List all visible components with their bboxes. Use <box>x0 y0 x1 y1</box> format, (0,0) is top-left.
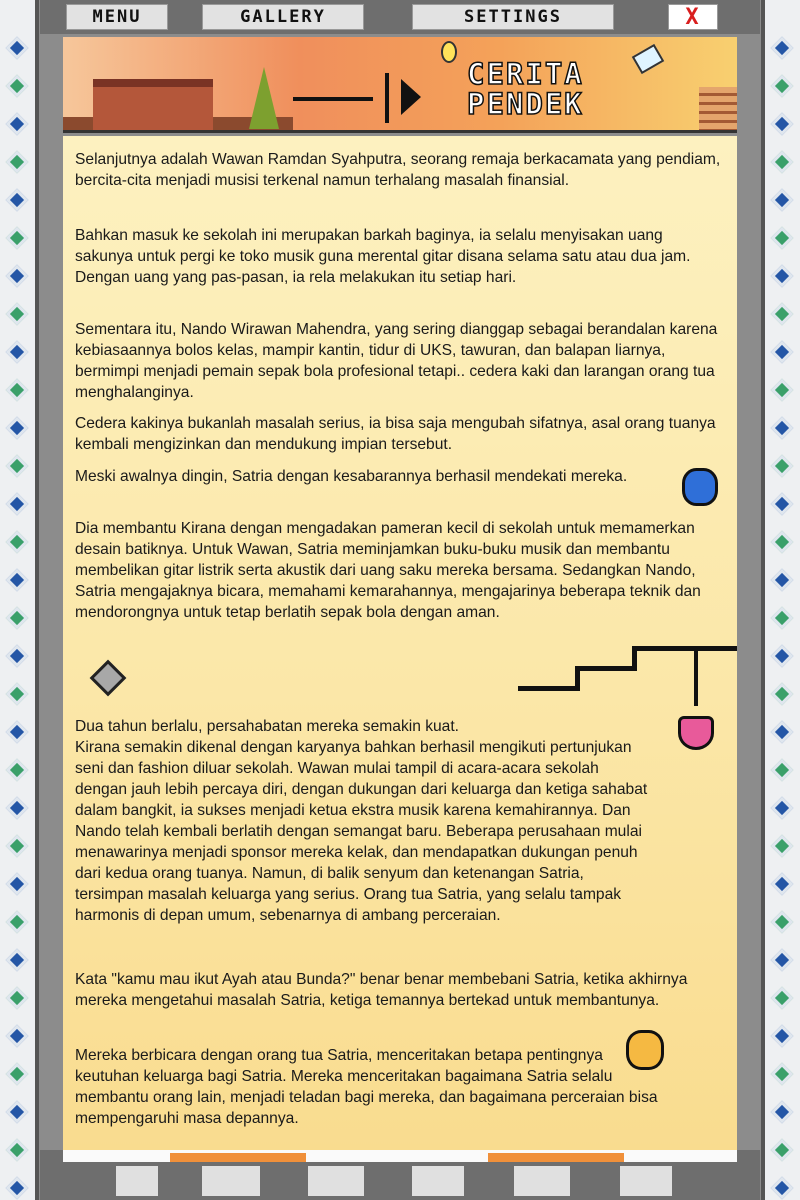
story-paragraph: Kata "kamu mau ikut Ayah atau Bunda?" benar benar membebani Satria, ketika akhirnya mereka mengetahui masalah Satria, ketiga temannya bertekad untuk membantunya. <box>75 971 688 1009</box>
diamond-ornament-icon <box>6 607 29 630</box>
bottom-tile <box>202 1166 260 1196</box>
diamond-ornament-icon <box>6 151 29 174</box>
story-paragraph: Dua tahun berlalu, persahabatan mereka semakin kuat. <box>75 718 460 735</box>
diamond-ornament-icon <box>771 1177 794 1200</box>
bottom-tile <box>116 1166 158 1196</box>
diamond-ornament-icon <box>6 189 29 212</box>
paper-icon <box>632 44 665 74</box>
heart-pendant-icon <box>678 716 714 750</box>
hanging-string <box>694 646 698 706</box>
diamond-ornament-icon <box>6 1139 29 1162</box>
stair-line <box>518 686 578 691</box>
tree-illustration <box>249 67 279 129</box>
diamond-ornament-icon <box>6 683 29 706</box>
story-paragraph: Dia membantu Kirana dengan mengadakan pameran kecil di sekolah untuk memamerkan desain batiknya. Untuk Wawan, Satria meminjamkan buku-buku musik dan membantu membelikan gitar listrik serta akustik dari uang saku mereka bersama. Sedangkan Nando, Satria mengajaknya bicara, memahami kemarahannya, mengajarinya beberapa teknik dan mendorongnya untuk tetap berlatih sepak bola dengan aman. <box>75 520 701 621</box>
diamond-ornament-icon <box>771 1139 794 1162</box>
close-button[interactable]: X <box>668 4 718 30</box>
left-ornament-border <box>0 0 35 1200</box>
story-paragraph: Bahkan masuk ke sekolah ini merupakan barkah baginya, ia selalu menyisakan uang sakunya untuk pergi ke toko musik guna merental gitar disana selama satu atau dua jam. Dengan uang yang pas-pasan, ia rela melakukan itu setiap hari. <box>75 227 691 286</box>
diamond-ornament-icon <box>771 607 794 630</box>
stair-line <box>575 666 635 671</box>
diamond-ornament-icon <box>771 873 794 896</box>
diamond-ornament-icon <box>771 1025 794 1048</box>
diamond-ornament-icon <box>771 683 794 706</box>
story-banner <box>63 37 737 133</box>
diamond-ornament-icon <box>6 493 29 516</box>
diamond-ornament-icon <box>6 531 29 554</box>
diamond-ornament-icon <box>6 341 29 364</box>
diamond-ornament-icon <box>771 37 794 60</box>
diamond-ornament-icon <box>771 75 794 98</box>
diamond-ornament-icon <box>771 949 794 972</box>
bottom-tile <box>514 1166 570 1196</box>
bottom-tile <box>620 1166 672 1196</box>
diamond-ornament-icon <box>771 341 794 364</box>
story-paragraph: Cedera kakinya bukanlah masalah serius, ia bisa saja mengubah sifatnya, asal orang tuanya kembali mengizinkan dan mendukung impian tersebut. <box>75 415 716 453</box>
diamond-ornament-icon <box>771 493 794 516</box>
diamond-ornament-icon <box>6 645 29 668</box>
diamond-ornament-icon <box>771 721 794 744</box>
top-nav-bar <box>40 0 760 34</box>
house-illustration <box>93 79 213 133</box>
pixel-line <box>293 97 373 101</box>
diamond-ornament-icon <box>6 797 29 820</box>
diamond-ornament-icon <box>771 113 794 136</box>
diamond-ornament-icon <box>771 531 794 554</box>
diamond-ornament-icon <box>771 417 794 440</box>
diamond-ornament-icon <box>6 721 29 744</box>
diamond-ornament-icon <box>6 873 29 896</box>
banner-title <box>467 59 584 119</box>
diamond-ornament-icon <box>6 1101 29 1124</box>
diamond-ornament-icon <box>6 835 29 858</box>
right-ornament-border <box>765 0 800 1200</box>
orange-tab <box>488 1153 624 1162</box>
stairs-illustration <box>699 87 737 133</box>
diamond-ornament-icon <box>6 911 29 934</box>
diamond-ornament-icon <box>771 645 794 668</box>
diamond-ornament-icon <box>6 949 29 972</box>
diamond-ornament-icon <box>771 151 794 174</box>
story-paragraph: Selanjutnya adalah Wawan Ramdan Syahputra, seorang remaja berkacamata yang pendiam, bercita-cita menjadi musisi terkenal namun terhalang masalah finansial. <box>75 151 721 189</box>
diamond-ornament-icon <box>6 303 29 326</box>
diamond-ornament-icon <box>6 1025 29 1048</box>
settings-button[interactable]: SETTINGS <box>412 4 614 30</box>
diamond-ornament-icon <box>6 759 29 782</box>
diamond-ornament-icon <box>771 1063 794 1086</box>
diamond-ornament-icon <box>6 569 29 592</box>
diamond-ornament-icon <box>6 379 29 402</box>
diamond-ornament-icon <box>6 113 29 136</box>
play-arrow-icon <box>401 79 421 115</box>
title-line-2: PENDEK <box>467 87 584 121</box>
diamond-ornament-icon <box>6 265 29 288</box>
bottom-tile <box>412 1166 464 1196</box>
diamond-ornament-icon <box>6 227 29 250</box>
story-paragraph: Mereka berbicara dengan orang tua Satria, menceritakan betapa pentingnya keutuhan keluarga bagi Satria. Mereka menceritakan bagaimana Satria selalu membantu orang lain, menjadi teladan bagi mereka, dan bagaimana perceraian bisa mempengaruhi masa depannya. <box>75 1047 658 1127</box>
diamond-ornament-icon <box>771 303 794 326</box>
diamond-ornament-icon <box>771 1101 794 1124</box>
bottom-tile <box>308 1166 364 1196</box>
diamond-ornament-icon <box>771 189 794 212</box>
gallery-button[interactable]: GALLERY <box>202 4 364 30</box>
diamond-ornament-icon <box>771 265 794 288</box>
diamond-ornament-icon <box>771 379 794 402</box>
stair-line <box>632 646 737 651</box>
balloon-icon <box>441 41 457 63</box>
diamond-ornament-icon <box>771 987 794 1010</box>
bottom-strip <box>63 1150 737 1162</box>
diamond-ornament-icon <box>771 227 794 250</box>
diamond-ornament-icon <box>771 911 794 934</box>
diamond-ornament-icon <box>6 75 29 98</box>
diamond-ornament-icon <box>771 759 794 782</box>
diamond-ornament-icon <box>771 455 794 478</box>
blue-gem-icon <box>682 468 718 506</box>
diamond-ornament-icon <box>6 1177 29 1200</box>
diamond-ornament-icon <box>6 455 29 478</box>
orange-tab <box>170 1153 306 1162</box>
diamond-ornament-icon <box>6 37 29 60</box>
story-paragraph: Kirana semakin dikenal dengan karyanya bahkan berhasil mengikuti pertunjukan seni dan fashion diluar sekolah. Wawan mulai tampil di acara-acara sekolah dengan jauh lebih percaya diri, dengan dukungan dari keluarga dan ketiga sahabat dalam bangkit, ia sukses menjadi ketua ekstra musik karena kemahirannya. Dan Nando telah kembali berlatih dengan semangat baru. Beberapa perusahaan mulai menawarinya menjadi sponsor mereka kelak, dan mendapatkan dukungan penuh dari kedua orang tuanya. Namun, di balik senyum dan ketenangan Satria, tersimpan masalah keluarga yang serius. Orang tua Satria, yang selalu tampak harmonis di depan umum, sebenarnya di ambang perceraian. <box>75 739 648 924</box>
pixel-line <box>385 73 389 123</box>
menu-button[interactable]: MENU <box>66 4 168 30</box>
diamond-ornament-icon <box>6 417 29 440</box>
gold-coin-icon <box>626 1030 664 1070</box>
diamond-ornament-icon <box>6 1063 29 1086</box>
story-paragraph: Sementara itu, Nando Wirawan Mahendra, yang sering dianggap sebagai berandalan karena kebiasaannya bolos kelas, mampir kantin, tidur di UKS, tawuran, dan balapan liarnya, bermimpi menjadi pemain sepak bola profesional tetapi.. cedera kaki dan larangan orang tua menghalanginya. <box>75 321 718 401</box>
diamond-ornament-icon <box>6 987 29 1010</box>
story-paragraph: Meski awalnya dingin, Satria dengan kesabarannya berhasil mendekati mereka. <box>75 468 628 485</box>
diamond-ornament-icon <box>771 569 794 592</box>
diamond-ornament-icon <box>771 797 794 820</box>
diamond-ornament-icon <box>771 835 794 858</box>
title-line-1: CERITA <box>467 57 584 91</box>
